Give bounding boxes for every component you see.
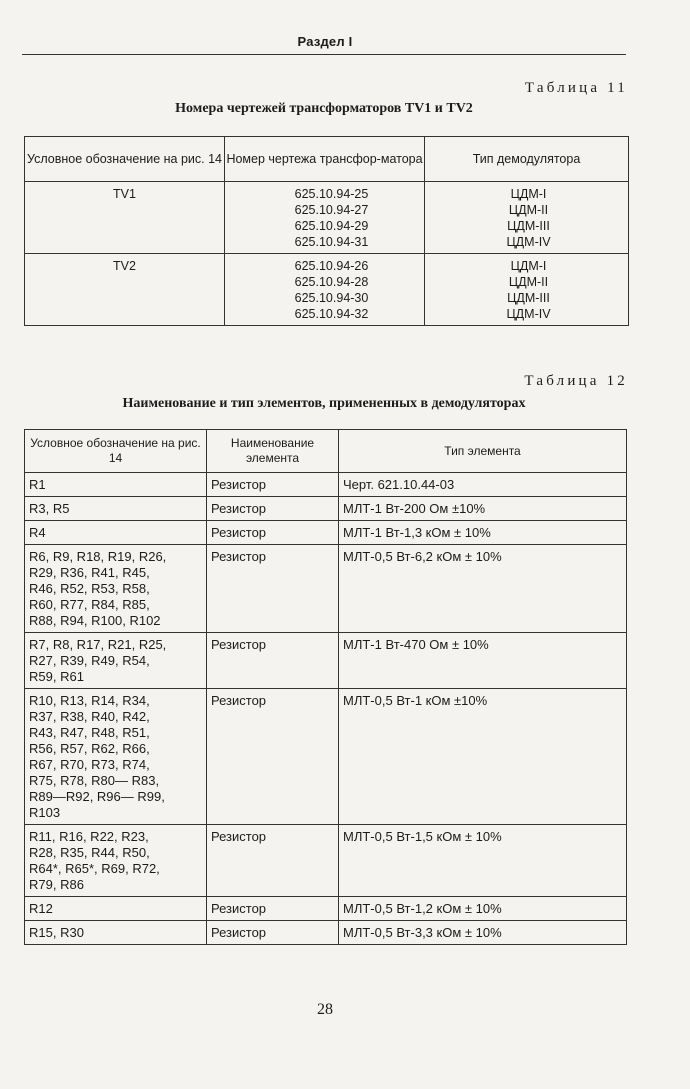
designation-line: R67, R70, R73, R74,: [29, 757, 150, 772]
designation-line: R60, R77, R84, R85,: [29, 597, 150, 612]
element-name-cell: Резистор: [207, 521, 339, 545]
demodulator-cell: [425, 182, 629, 254]
designation-line: R1: [29, 477, 46, 492]
designation-line: R4: [29, 525, 46, 540]
designation-line: R12: [29, 901, 53, 916]
table-12-header-type: Тип элемента: [339, 430, 627, 473]
element-name-cell: Резистор: [207, 689, 339, 825]
designation-cell: TV1: [25, 182, 225, 254]
demodulator-type: ЦДМ-III: [507, 219, 550, 233]
designation-line: R56, R57, R62, R66,: [29, 741, 150, 756]
designation-cell: TV2: [25, 254, 225, 326]
table-11: [24, 136, 629, 326]
table-12-caption: Наименование и тип элементов, примененных в демодуляторах: [122, 396, 526, 411]
element-name-cell: Резистор: [207, 825, 339, 897]
table-12: [24, 429, 627, 945]
drawing-number: 625.10.94-32: [294, 307, 369, 321]
table-12-header-name: Наименование элемента: [207, 430, 339, 473]
element-name-cell: Резистор: [207, 921, 339, 945]
designation-line: R59, R61: [29, 669, 84, 684]
demodulator-type: ЦДМ-II: [508, 203, 549, 217]
designation-line: R6, R9, R18, R19, R26,: [29, 549, 167, 564]
table-11-header-demodulator: Тип демодулятора: [425, 137, 629, 182]
demodulator-type: ЦДМ-IV: [506, 235, 551, 249]
table-11-caption: Номера чертежей трансформаторов TV1 и TV2: [175, 101, 473, 116]
element-name-cell: Резистор: [207, 897, 339, 921]
element-type-cell: МЛТ-1 Вт-470 Ом ± 10%: [339, 633, 627, 689]
element-name-cell: Резистор: [207, 497, 339, 521]
element-type-cell: МЛТ-0,5 Вт-1 кОм ±10%: [339, 689, 627, 825]
designation-line: R29, R36, R41, R45,: [29, 565, 150, 580]
designation-line: R89—R92, R96— R99,: [29, 789, 165, 804]
table-row: [25, 921, 627, 945]
drawing-number: 625.10.94-26: [294, 259, 369, 273]
header-rule: [22, 54, 626, 55]
demodulator-type: ЦДМ-I: [510, 259, 547, 273]
designation-line: R43, R47, R48, R51,: [29, 725, 150, 740]
element-name-cell: Резистор: [207, 633, 339, 689]
designation-cell: [25, 825, 207, 897]
element-name-cell: Резистор: [207, 473, 339, 497]
designation-line: R3, R5: [29, 501, 70, 516]
section-header: Раздел I: [297, 34, 353, 49]
demodulator-type: ЦДМ-IV: [506, 307, 551, 321]
table-11-header-designation: Условное обозначение на рис. 14: [25, 137, 225, 182]
designation-cell: [25, 497, 207, 521]
designation-line: R64*, R65*, R69, R72,: [29, 861, 160, 876]
demodulator-type: ЦДМ-II: [508, 275, 549, 289]
designation-line: R46, R52, R53, R58,: [29, 581, 150, 596]
element-name-cell: Резистор: [207, 545, 339, 633]
designation-line: R15, R30: [29, 925, 84, 940]
table-row: [25, 545, 627, 633]
drawing-cell: [225, 254, 425, 326]
table-row: [25, 897, 627, 921]
designation-line: R11, R16, R22, R23,: [29, 829, 149, 844]
page-number: 28: [317, 1001, 333, 1018]
table-12-label: Таблица 12: [524, 373, 628, 389]
designation-cell: [25, 689, 207, 825]
designation-line: R7, R8, R17, R21, R25,: [29, 637, 167, 652]
table-row: [25, 689, 627, 825]
designation-line: R27, R39, R49, R54,: [29, 653, 150, 668]
table-11-header-drawing: Номер чертежа трансфор-матора: [225, 137, 425, 182]
drawing-number: 625.10.94-31: [294, 235, 369, 249]
table-12-header-row: [25, 430, 627, 473]
table-row: [25, 521, 627, 545]
element-type-cell: МЛТ-0,5 Вт-1,5 кОм ± 10%: [339, 825, 627, 897]
element-type-cell: МЛТ-1 Вт-1,3 кОм ± 10%: [339, 521, 627, 545]
table-11-label: Таблица 11: [524, 80, 628, 96]
demodulator-type: ЦДМ-III: [507, 291, 550, 305]
element-type-cell: МЛТ-0,5 Вт-1,2 кОм ± 10%: [339, 897, 627, 921]
demodulator-cell: [425, 254, 629, 326]
table-row: [25, 497, 627, 521]
element-type-cell: МЛТ-0,5 Вт-3,3 кОм ± 10%: [339, 921, 627, 945]
designation-line: R88, R94, R100, R102: [29, 613, 161, 628]
drawing-number: 625.10.94-27: [294, 203, 369, 217]
designation-cell: [25, 921, 207, 945]
table-12-header-designation: Условное обозначение на рис. 14: [25, 430, 207, 473]
element-type-cell: МЛТ-0,5 Вт-6,2 кОм ± 10%: [339, 545, 627, 633]
designation-line: R10, R13, R14, R34,: [29, 693, 150, 708]
designation-line: R75, R78, R80— R83,: [29, 773, 160, 788]
table-row: [25, 473, 627, 497]
table-row: [25, 254, 629, 326]
table-row: [25, 825, 627, 897]
drawing-number: 625.10.94-28: [294, 275, 369, 289]
designation-line: R103: [29, 805, 61, 820]
table-11-header-row: [25, 137, 629, 182]
table-row: [25, 633, 627, 689]
designation-cell: [25, 633, 207, 689]
demodulator-type: ЦДМ-I: [510, 187, 547, 201]
drawing-number: 625.10.94-25: [294, 187, 369, 201]
designation-line: R37, R38, R40, R42,: [29, 709, 150, 724]
element-type-cell: МЛТ-1 Вт-200 Ом ±10%: [339, 497, 627, 521]
designation-cell: [25, 897, 207, 921]
designation-cell: [25, 545, 207, 633]
drawing-number: 625.10.94-30: [294, 291, 369, 305]
element-type-cell: Черт. 621.10.44-03: [339, 473, 627, 497]
drawing-number: 625.10.94-29: [294, 219, 369, 233]
designation-cell: [25, 473, 207, 497]
designation-line: R28, R35, R44, R50,: [29, 845, 150, 860]
designation-cell: [25, 521, 207, 545]
designation-line: R79, R86: [29, 877, 84, 892]
table-row: [25, 182, 629, 254]
drawing-cell: [225, 182, 425, 254]
